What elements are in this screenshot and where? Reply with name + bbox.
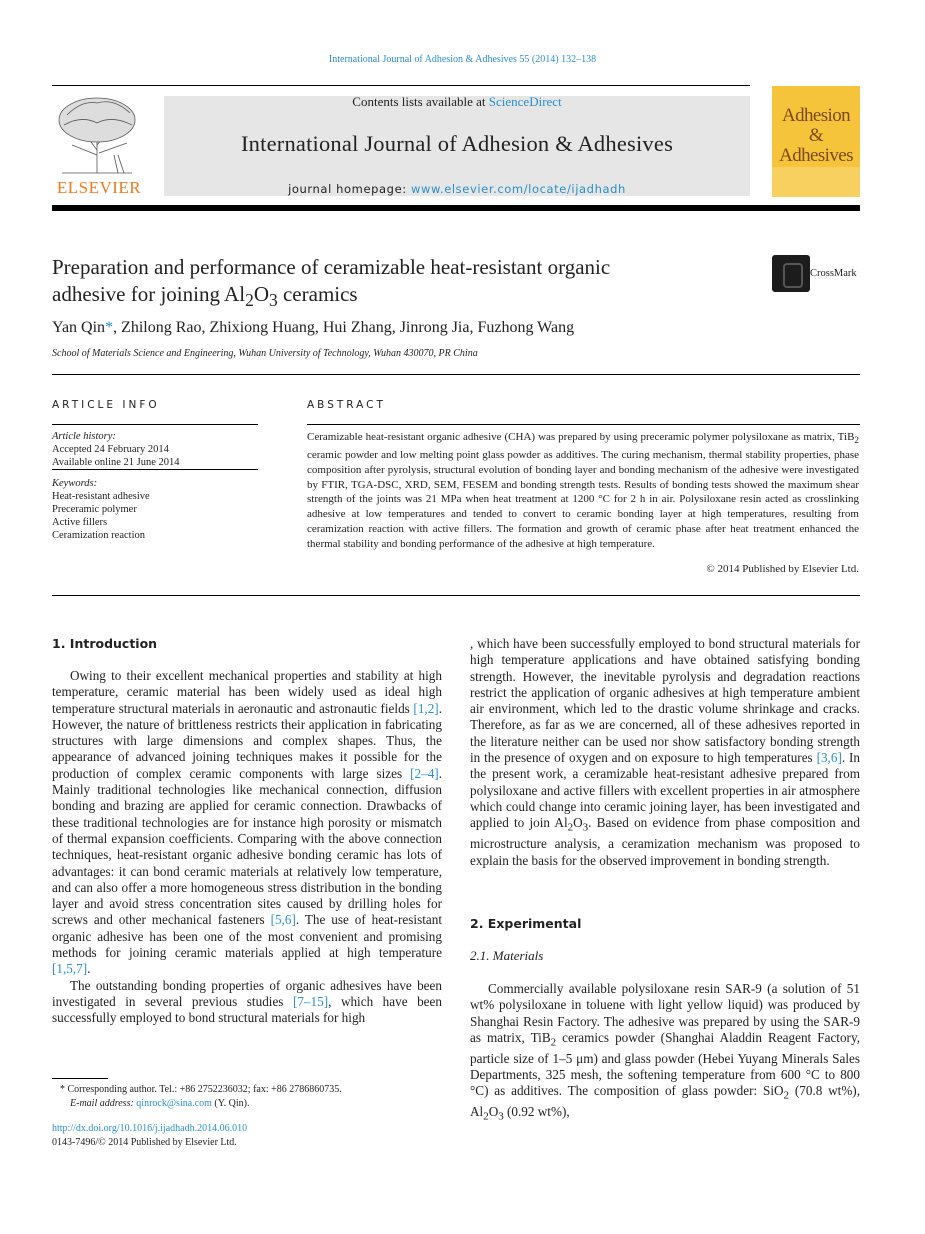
cover-bottom-band	[772, 167, 860, 197]
ref-link[interactable]: [5,6]	[270, 912, 296, 928]
email-suffix: (Y. Qin).	[211, 1098, 250, 1109]
header-thick-rule	[52, 205, 860, 211]
ref-link[interactable]: [7–15]	[292, 993, 329, 1009]
materials-p1e: (0.92 wt%),	[503, 1104, 570, 1120]
abstract-part1: Ceramizable heat-resistant organic adhesive (CHA) was prepared by using preceramic polymer polysiloxane as matrix, TiB	[307, 431, 855, 443]
keyword: Active fillers	[52, 517, 108, 528]
ref-link[interactable]: [2–4]	[410, 765, 439, 781]
keyword: Preceramic polymer	[52, 504, 137, 515]
accepted-date: Accepted 24 February 2014	[52, 444, 169, 455]
affiliation: School of Materials Science and Engineering, Wuhan University of Technology, Wuhan 430070, PR China	[52, 348, 478, 359]
intro-p1e: .	[87, 961, 91, 977]
abstract-heading: ABSTRACT	[307, 399, 386, 411]
intro-column-left	[52, 668, 442, 1027]
history-rule	[52, 469, 258, 470]
intro-paragraph-2-start	[52, 978, 442, 1027]
intro-p1a: Owing to their excellent mechanical properties and stability at high temperature, ceramic material has been widely used as ideal high temperature structural materials in aeronautic and astronautic fields	[52, 668, 442, 716]
abstract-sub: 2	[854, 435, 859, 446]
intro-sub1: 2	[567, 821, 574, 834]
corresponding-author-marker[interactable]: *	[105, 319, 114, 336]
email-line	[60, 1097, 460, 1111]
keywords-label: Keywords:	[52, 478, 98, 489]
journal-cover-thumbnail[interactable]	[772, 86, 860, 197]
materials-sub2: 2	[783, 1090, 790, 1103]
cover-title	[774, 106, 858, 166]
intro-p1b: . However, the nature of brittleness restricts their application in fabricating structures with large dimensions and complex shapes. Thus, the appearance of advanced joining techniques makes it possible for the production of complex ceramic components with large sizes	[52, 700, 442, 781]
article-title	[52, 254, 752, 314]
article-history	[52, 430, 258, 469]
abstract-bottom-rule	[52, 595, 860, 596]
materials-sub4: 3	[498, 1111, 504, 1123]
ref-link[interactable]: [3,6]	[816, 750, 842, 766]
materials-sub1: 2	[550, 1036, 557, 1049]
article-info-heading: ARTICLE INFO	[52, 399, 160, 411]
crossmark-icon[interactable]	[772, 255, 810, 292]
title-post: ceramics	[277, 282, 358, 306]
article-info-rule	[52, 424, 258, 425]
cover-title-line2: Adhesives	[779, 145, 853, 166]
email-label: E-mail address:	[70, 1098, 137, 1109]
ref-link[interactable]: [1,2]	[413, 700, 439, 716]
title-bottom-rule	[52, 374, 860, 375]
authors-rest: , Zhilong Rao, Zhixiong Huang, Hui Zhang, Jinrong Jia, Fuzhong Wang	[113, 319, 575, 336]
materials-sub3: 2	[483, 1111, 489, 1123]
section-heading-introduction: 1. Introduction	[52, 636, 158, 651]
intro-paragraph-1	[52, 668, 442, 978]
materials-p1a: Commercially available polysiloxane resin SAR-9 (a solution of 51 wt% polysiloxane in toluene with light yellow liquid) was produced by Shanghai Resin Factory. The adhesive was prepared by using the SAR-9 as matrix, TiB	[470, 981, 860, 1045]
doi-block	[52, 1122, 452, 1150]
intro-p1c: . Mainly traditional technologies like mechanical connection, diffusion bonding and brazing are applied for ceramic connection. Drawbacks of these traditional technologies are for instance high porosity or mismatch of thermal expansion coefficients. Comparing with the above connection techniques, heat-resistant organic adhesive bonding ceramic has lots of advantages: it can bond ceramic materials at relatively low temperature, and can also offer a more homogeneous stress distribution in the bonding layer and avoid stress concentration sites caused by drilling holes for screws and other mechanical fasteners	[52, 765, 442, 928]
journal-title: International Journal of Adhesion & Adhesives	[240, 131, 674, 156]
contents-prefix: Contents lists available at	[352, 94, 489, 109]
intro-p2-lead: , which have been successfully employed to bond structural materials for high	[52, 993, 442, 1026]
intro-p2-mid: O	[573, 815, 583, 831]
title-line1: Preparation and performance of ceramizable heat-resistant organic	[52, 255, 611, 279]
elsevier-tree-logo	[52, 95, 146, 175]
cover-title-line1: Adhesion &	[781, 105, 851, 146]
materials-p1b: ceramics powder (Shanghai Aladdin Reagent Factory, particle size of 1–5 μm) and glass powder (Hebei Yuyang Minerals Sales Departments, 325 mesh, the softening temperature from 600 °C to 800 °C) as additives. The composition of glass powder: SiO	[470, 1029, 860, 1099]
elsevier-wordmark[interactable]: ELSEVIER	[56, 178, 142, 197]
title-line2: adhesive for joining Al	[52, 282, 246, 306]
materials-column	[470, 981, 860, 1125]
intro-p2c: . In the present work, a ceramizable heat-resistant adhesive prepared from polysiloxane and active fillers with excellent properties in air atmosphere which could change into ceramic joining layer, has been investigated and applied to join Al	[470, 750, 860, 831]
keyword: Heat-resistant adhesive	[52, 491, 150, 502]
intro-p2b: , which have been successfully employed to bond structural materials for high temperature applications and have obtained satisfying bonding strength. However, the inevitable pyrolysis and degradation reactions restrict the application of organic adhesives at high temperature ambient air environment, which led to the drastic volume shrinkage and cracks. Therefore, as far as we are concerned, all of these adhesives reported in the literature neither can be used nor show satisfactory bonding strength in the presence of oxygen and on exposure to high temperatures	[470, 636, 860, 766]
homepage-link[interactable]: www.elsevier.com/locate/ijadhadh	[410, 182, 626, 196]
title-sub1: 2	[245, 290, 254, 311]
footnote-rule	[52, 1078, 108, 1079]
footnote-corresponding	[60, 1083, 460, 1111]
materials-paragraph	[470, 981, 860, 1125]
intro-sub2: 3	[582, 821, 589, 834]
keywords-block	[52, 477, 258, 542]
online-date: Available online 21 June 2014	[52, 457, 180, 468]
abstract-copyright: © 2014 Published by Elsevier Ltd.	[706, 563, 859, 575]
contents-line	[164, 94, 750, 110]
materials-p1d: O	[488, 1104, 499, 1120]
intro-p1d: . The use of heat-resistant organic adhesive has been one of the most convenient and promising methods for joining ceramic materials applied at high temperature	[52, 912, 442, 961]
crossmark-label[interactable]: CrossMark	[810, 268, 857, 279]
issn-line: 0143-7496/© 2014 Published by Elsevier Ltd.	[52, 1137, 237, 1148]
section-heading-experimental: 2. Experimental	[470, 916, 582, 931]
intro-p2a: The outstanding bonding properties of organic adhesives have been investigated in several previous studies	[52, 977, 442, 1009]
abstract-text	[307, 430, 859, 552]
author-first: Yan Qin	[52, 319, 106, 336]
materials-p1c: (70.8 wt%), Al	[470, 1083, 860, 1120]
intro-p2d: . Based on evidence from phase composition and microstructure analysis, a ceramization mechanism was proposed to explain the basis for the observed improvement in bonding strength.	[470, 815, 860, 868]
email-link[interactable]: qinrock@sina.com	[136, 1098, 212, 1109]
corresponding-author-note: * Corresponding author. Tel.: +86 2752236032; fax: +86 2786860735.	[60, 1084, 342, 1095]
intro-column-right	[470, 636, 860, 869]
homepage-prefix: journal homepage:	[288, 182, 411, 196]
ref-link[interactable]: [1,5,7]	[52, 961, 88, 977]
history-label: Article history:	[52, 431, 116, 442]
header-top-rule	[52, 85, 750, 86]
journal-homepage	[164, 182, 750, 196]
title-sub2: 3	[268, 290, 278, 311]
doi-link[interactable]: http://dx.doi.org/10.1016/j.ijadhadh.2014.06.010	[52, 1123, 248, 1134]
sciencedirect-link[interactable]: ScienceDirect	[488, 94, 562, 109]
subsection-heading-materials: 2.1. Materials	[470, 948, 544, 963]
title-mid: O	[253, 282, 269, 306]
cover-header-strip	[776, 90, 856, 96]
author-list	[52, 319, 574, 337]
keyword: Ceramization reaction	[52, 530, 145, 541]
abstract-rule	[307, 424, 860, 425]
intro-paragraph-2-cont	[470, 636, 860, 869]
journal-citation[interactable]: International Journal of Adhesion & Adhesives 55 (2014) 132–138	[328, 54, 597, 65]
abstract-part2: ceramic powder and low melting point glass powder as additives. The curing mechanism, thermal stability properties, phase composition after pyrolysis, structural evolution of bonding layer and bonding mechanism of the adhesive were investigated by FTIR, TGA-DSC, XRD, SEM, FESEM and bonding strength tests. Results of bonding tests showed the maximum shear strength of the joints was 21 MPa when heat treatment at 1200 °C for 2 h in air. Polysiloxane resin acted as crosslinking adhesive at low temperatures and tended to convert to ceramic bonding layer at high temperatures, resulting from ceramization reaction with active fillers. The formation and growth of ceramic phase after heat treatment enhanced the thermal stability and bonding performance of the adhesive at high temperature.	[307, 448, 859, 550]
